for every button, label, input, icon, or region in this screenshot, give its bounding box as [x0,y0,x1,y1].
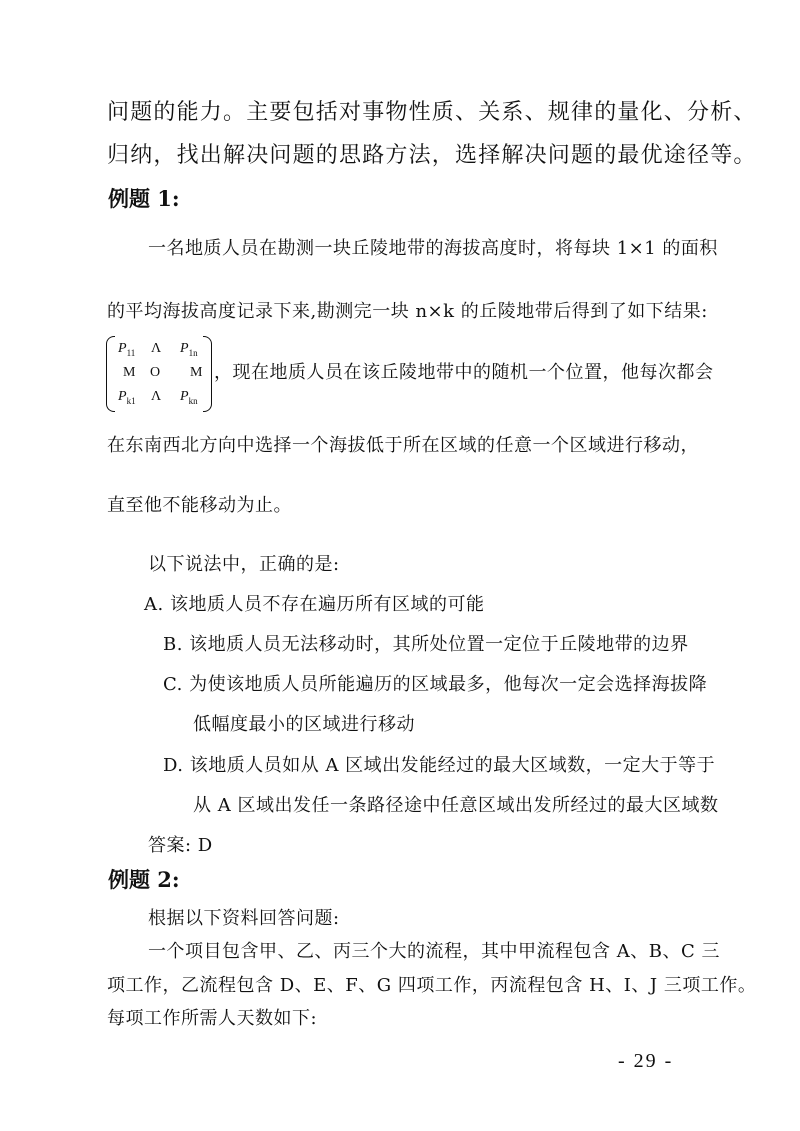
matrix-cell: Λ [151,341,162,356]
matrix-cell: $P_{1n}$ [180,341,198,358]
body-text-line: 以下说法中，正确的是: [148,554,340,575]
body-text-line: 每项工作所需人天数如下: [107,1008,318,1029]
matrix-cell: M [190,365,203,380]
matrix-cell: $P_{k1}$ [118,389,136,406]
matrix-cell: Λ [151,389,162,404]
example-heading: 例题 2: [108,867,180,892]
body-text-line: 归纳，找出解决问题的思路方法，选择解决问题的最优途径等。 [107,143,757,168]
body-text-line: 项工作，乙流程包含 D、E、F、G 四项工作，丙流程包含 H、I、J 三项工作。 [107,975,757,996]
matrix-cell: M [123,365,136,380]
body-text-line: 根据以下资料回答问题: [148,908,340,929]
body-text-line: 一名地质人员在勘测一块丘陵地带的海拔高度时，将每块 1×1 的面积 [148,238,718,259]
option-c-continued: 低幅度最小的区域进行移动 [193,714,415,735]
answer: 答案: D [148,835,213,856]
body-text-line: 在东南西北方向中选择一个海拔低于所在区域的任意一个区域进行移动， [107,435,699,456]
body-text-line: ，现在地质人员在该丘陵地带中的随机一个位置，他每次都会 [214,362,714,383]
matrix-cell: O [150,365,161,380]
page-number: - 29 - [618,1050,674,1072]
elevation-matrix [104,336,214,412]
option-d: D. 该地质人员如从 A 区域出发能经过的最大区域数，一定大于等于 [163,755,716,776]
matrix-cell: $P_{kn}$ [180,389,198,406]
option-b: B. 该地质人员无法移动时，其所处位置一定位于丘陵地带的边界 [163,634,689,655]
right-bracket [203,336,212,412]
body-text-line: 直至他不能移动为止。 [107,495,292,516]
body-text-line: 一个项目包含甲、乙、丙三个大的流程，其中甲流程包含 A、B、C 三 [148,941,720,962]
matrix-cell: $P_{11}$ [118,341,136,358]
option-a: A. 该地质人员不存在遍历所有区域的可能 [144,594,485,615]
example-heading: 例题 1: [108,186,180,211]
body-text-line: 的平均海拔高度记录下来,勘测完一块 n×k 的丘陵地带后得到了如下结果: [107,301,708,322]
option-d-continued: 从 A 区域出发任一条路径途中任意区域出发所经过的最大区域数 [193,795,719,816]
option-c: C. 为使该地质人员所能遍历的区域最多，他每次一定会选择海拔降 [163,674,708,695]
body-text-line: 问题的能力。主要包括对事物性质、关系、规律的量化、分析、 [107,100,757,125]
left-bracket [106,336,115,412]
